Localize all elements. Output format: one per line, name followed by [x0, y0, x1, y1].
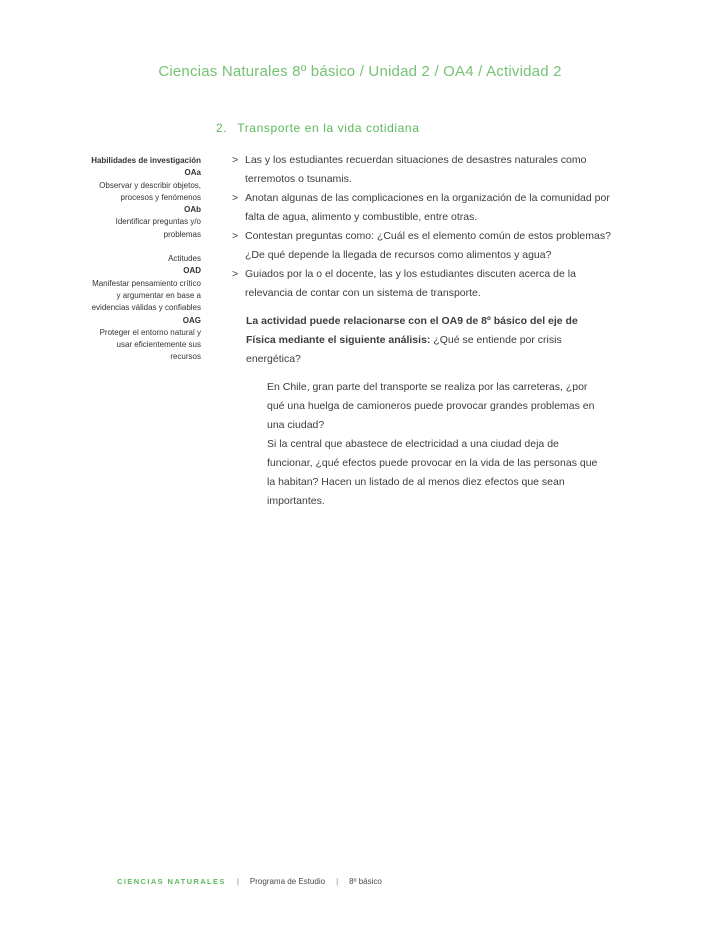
bullet-text: Contestan preguntas como: ¿Cuál es el elemento común de estos problemas? ¿De qué depende la llegada de recursos como alimentos y agua? [245, 230, 611, 261]
footer-grade: 8º básico [349, 877, 382, 886]
bullet-text: Guiados por la o el docente, las y los estudiantes discuten acerca de la relevancia de contar con un sistema de transporte. [245, 268, 576, 299]
bullet-item [232, 265, 624, 303]
section-heading [216, 121, 419, 135]
bullet-item [232, 227, 624, 265]
bullet-marker: > [232, 192, 239, 204]
question-paragraph: Si la central que abastece de electricidad a una ciudad deja de funcionar, ¿qué efectos puede provocar en la vida de las personas que la habitan? Hacen un listado de al menos diez efectos que sean importantes. [267, 438, 598, 507]
skills-header: Habilidades de investigación [91, 156, 201, 165]
relation-note [232, 312, 608, 369]
skill-code: OAa [184, 168, 201, 178]
attitude-text: Manifestar pensamiento crítico y argumentar en base a evidencias válidas y confiables [91, 278, 201, 313]
bullet-marker: > [232, 268, 239, 280]
activity-body [232, 151, 624, 511]
attitude-code: OAG [182, 315, 201, 325]
footer-program: Programa de Estudio [249, 877, 326, 886]
page-title: Ciencias Naturales 8º básico / Unidad 2 / OA4 / Actividad 2 [158, 63, 562, 80]
bullet-text: Las y los estudiantes recuerdan situaciones de desastres naturales como terremotos o tsunamis. [245, 154, 587, 185]
attitude-code: OAD [183, 266, 201, 276]
skill-text: Identificar preguntas y/o problemas [115, 217, 201, 239]
skill-code: OAb [184, 205, 201, 215]
relation-note-bold: La actividad puede relacionarse con el OA9 de 8º básico del eje de Física mediante el siguiente análisis: [246, 315, 578, 346]
question-paragraph: En Chile, gran parte del transporte se realiza por las carreteras, ¿por qué una huelga de camioneros puede provocar grandes problemas en una ciudad? [267, 381, 595, 431]
margin-notes [88, 155, 201, 364]
relation-note-question: ¿Qué se entiende por crisis energética? [246, 334, 562, 365]
attitudes-header: Actitudes [168, 254, 201, 264]
bullet-marker: > [232, 230, 239, 242]
bullet-text: Anotan algunas de las complicaciones en la organización de la comunidad por falta de agua, alimento y combustible, entre otras. [245, 192, 610, 223]
section-heading-label: Transporte en la vida cotidiana [237, 121, 420, 135]
discussion-questions [232, 378, 624, 511]
footer-separator: | [236, 877, 239, 886]
attitude-text: Proteger el entorno natural y usar eficientemente sus recursos [99, 327, 201, 362]
section-number: 2. [216, 121, 228, 135]
bullet-item [232, 189, 624, 227]
bullet-marker: > [232, 154, 239, 166]
page-footer [117, 877, 382, 886]
footer-brand: CIENCIAS NATURALES [117, 877, 226, 886]
footer-separator: | [336, 877, 339, 886]
bullet-item [232, 151, 624, 189]
skill-text: Observar y describir objetos, procesos y fenómenos [99, 180, 201, 202]
